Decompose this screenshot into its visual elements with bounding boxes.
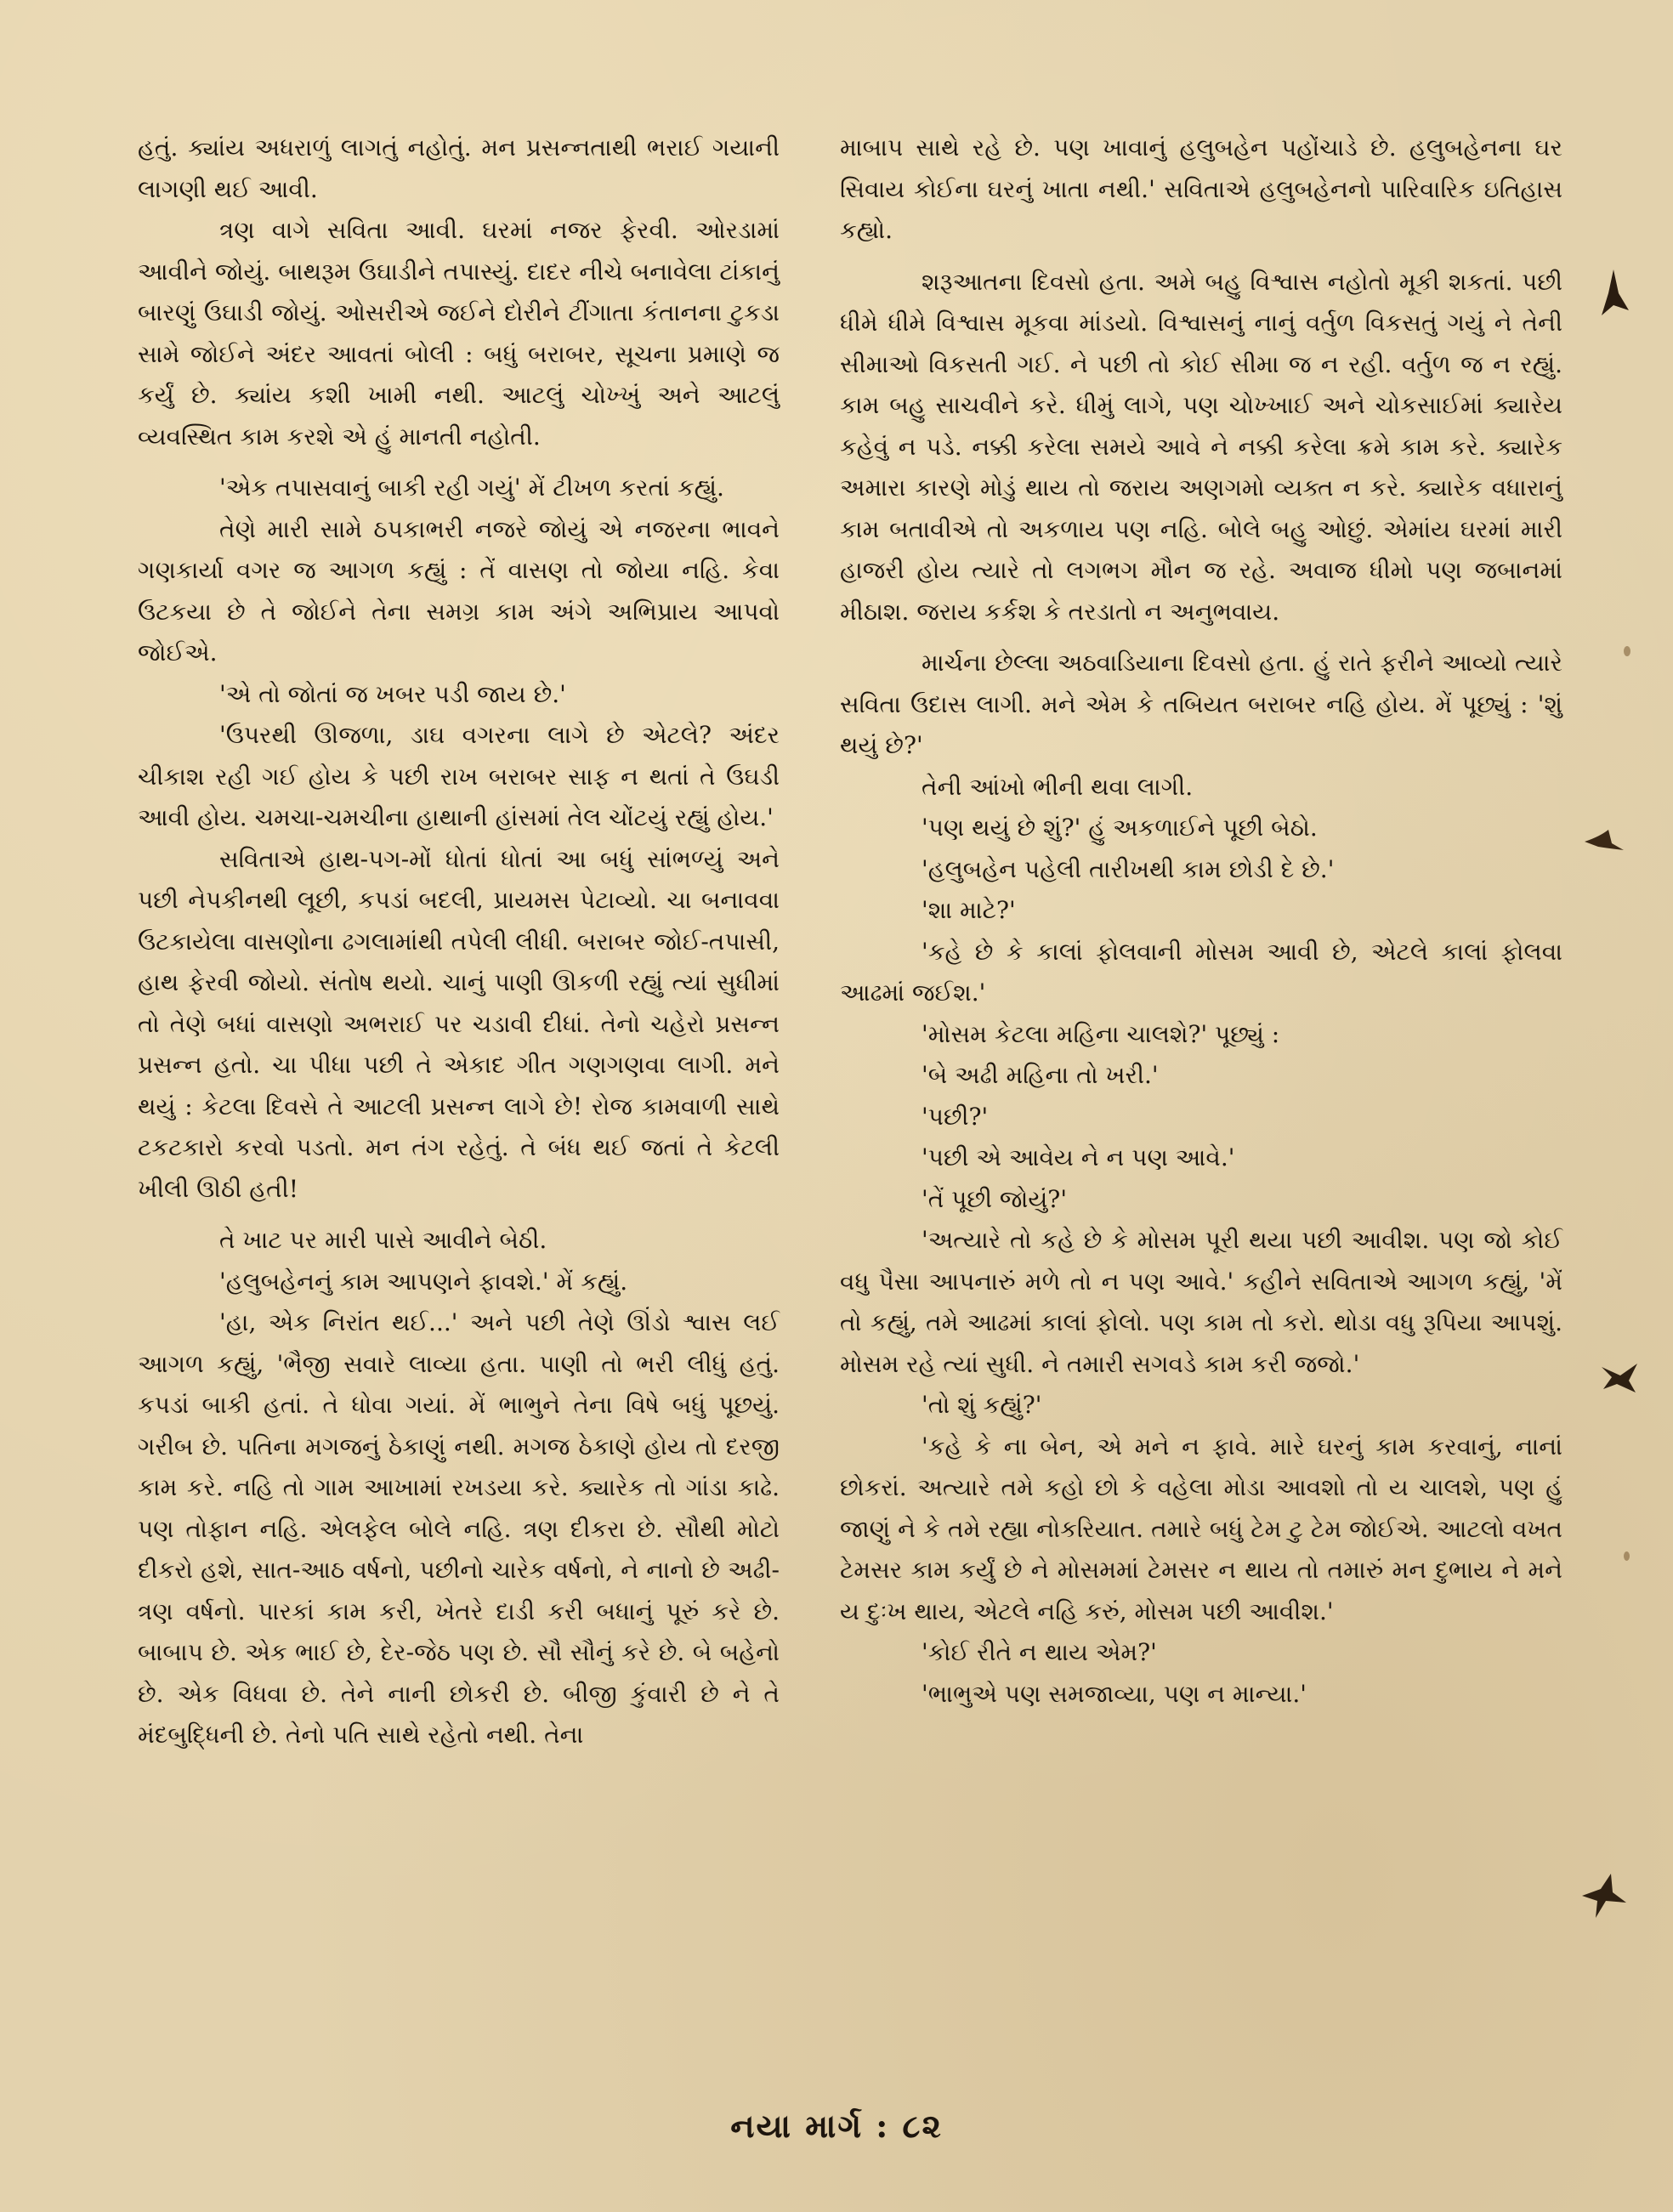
left-text-column (138, 128, 780, 1756)
paragraph: 'ઉપરથી ઊજળા, ડાઘ વગરના લાગે છે એટલે? અંદર ચીકાશ રહી ગઈ હોય કે પછી રાખ બરાબર સાફ ન થતાં તે ઉઘડી આવી હોય. ચમચા-ચમચીના હાથાની હાંસમાં તેલ ચોંટયું રહ્યું હોય.' (138, 721, 780, 831)
paragraph: તે ખાટ પર મારી પાસે આવીને બેઠી. (219, 1226, 547, 1254)
paper-tear-mark (1577, 1870, 1628, 1921)
paper-tear-mark (1583, 825, 1625, 859)
paragraph: માર્ચના છેલ્લા અઠવાડિયાના દિવસો હતા. હું રાતે ફરીને આવ્યો ત્યારે સવિતા ઉદાસ લાગી. મને એમ કે તબિયત બરાબર નહિ હોય. મેં પૂછ્યું : 'શું થયું છે?' (840, 649, 1562, 759)
paragraph: શરૂઆતના દિવસો હતા. અમે બહુ વિશ્વાસ નહોતો મૂકી શકતાં. પછી ધીમે ધીમે વિશ્વાસ મૂકવા માંડયો. વિશ્વાસનું નાનું વર્તુળ વિકસતું ગયું ને તેની સીમાઓ વિકસતી ગઈ. ને પછી તો કોઈ સીમા જ ન રહી. વર્તુળ જ ન રહ્યું. કામ બહુ સાચવીને કરે. ધીમું લાગે, પણ ચોખ્ખાઈ અને ચોકસાઈમાં ક્યારેય કહેવું ન પડે. નક્કી કરેલા સમયે આવે ને નક્કી કરેલા ક્રમે કામ કરે. ક્યારેક અમારા કારણે મોડું થાય તો જરાય અણગમો વ્યક્ત ન કરે. ક્યારેક વધારાનું કામ બતાવીએ તો અકળાય પણ નહિ. બોલે બહુ ઓછું. એમાંય ઘરમાં મારી હાજરી હોય ત્યારે તો લગભગ મૌન જ રહે. અવાજ ધીમો પણ જબાનમાં મીઠાશ. જરાય કર્કશ કે તરડાતો ન અનુભવાય. (840, 267, 1562, 626)
paragraph: તેણે મારી સામે ઠપકાભરી નજરે જોયું એ નજરના ભાવને ગણકાર્યા વગર જ આગળ કહ્યું : તેં વાસણ તો જોયા નહિ. કેવા ઉટકયા છે તે જોઈને તેના સમગ્ર કામ અંગે અભિપ્રાય આપવો જોઈએ. (138, 514, 780, 666)
paragraph: 'હલુબહેનનું કામ આપણને ફાવશે.' મેં કહ્યું. (219, 1267, 628, 1296)
paragraph: 'મોસમ કેટલા મહિના ચાલશે?' પૂછ્યું : (922, 1019, 1280, 1048)
paragraph: સવિતાએ હાથ-પગ-મોં ધોતાં ધોતાં આ બધું સાંભળ્યું અને પછી નેપકીનથી લૂછી, કપડાં બદલી, પ્રાયમસ પેટાવ્યો. ચા બનાવવા ઉટકાયેલા વાસણોના ઢગલામાંથી તપેલી લીધી. બરાબર જોઈ-તપાસી, હાથ ફેરવી જોયો. સંતોષ થયો. ચાનું પાણી ઊકળી રહ્યું ત્યાં સુધીમાં તો તેણે બધાં વાસણો અભરાઈ પર ચડાવી દીધાં. તેનો ચહેરો પ્રસન્ન પ્રસન્ન હતો. ચા પીધા પછી તે એકાદ ગીત ગણગણવા લાગી. મને થયું : કેટલા દિવસે તે આટલી પ્રસન્ન લાગે છે! રોજ કામવાળી સાથે ટકટકારો કરવો પડતો. મન તંગ રહેતું. તે બંધ થઈ જતાં તે કેટલી ખીલી ઊઠી હતી! (138, 844, 780, 1203)
paragraph: 'એક તપાસવાનું બાકી રહી ગયું' મેં ટીખળ કરતાં કહ્યું. (219, 474, 724, 502)
paragraph: 'તો શું કહ્યું?' (922, 1391, 1042, 1419)
paragraph: 'કહે છે કે કાલાં ફોલવાની મોસમ આવી છે, એટલે કાલાં ફોલવા આઢમાં જઈશ.' (840, 937, 1562, 1007)
paragraph: 'કોઈ રીતે ન થાય એમ?' (922, 1638, 1157, 1666)
ink-spot (1624, 646, 1630, 656)
paragraph: 'બે અઢી મહિના તો ખરી.' (922, 1061, 1159, 1089)
paragraph: હતું. ક્યાંય અધરાળું લાગતું નહોતું. મન પ્રસન્નતાથી ભરાઈ ગયાની લાગણી થઈ આવી. (138, 133, 780, 203)
paragraph: 'અત્યારે તો કહે છે કે મોસમ પૂરી થયા પછી આવીશ. પણ જો કોઈ વધુ પૈસા આપનારું મળે તો ન પણ આવે.' કહીને સવિતાએ આગળ કહ્યું, 'મેં તો કહ્યું, તમે આઢમાં કાલાં ફોલો. પણ કામ તો કરો. થોડા વધુ રૂપિયા આપશું. મોસમ રહે ત્યાં સુધી. ને તમારી સગવડે કામ કરી જજો.' (840, 1226, 1562, 1378)
paragraph: 'તેં પૂછી જોયું?' (922, 1184, 1068, 1213)
page-footer: નયા માર્ગ : ૮૨ (730, 2107, 943, 2145)
paragraph: ત્રણ વાગે સવિતા આવી. ઘરમાં નજર ફેરવી. ઓરડામાં આવીને જોયું. બાથરૂમ ઉઘાડીને તપાસ્યું. દાદર નીચે બનાવેલા ટાંકાનું બારણું ઉઘાડી જોયું. ઓસરીએ જઈને દોરીને ટીંગાતા કંતાનના ટુકડા સામે જોઈને અંદર આવતાં બોલી : બધું બરાબર, સૂચના પ્રમાણે જ કર્યું છે. ક્યાંય કશી ખામી નથી. આટલું ચોખ્ખું અને આટલું વ્યવસ્થિત કામ કરશે એ હું માનતી નહોતી. (138, 216, 780, 451)
paragraph: 'પછી એ આવેય ને ન પણ આવે.' (922, 1143, 1235, 1171)
paragraph: 'હા, એક નિરાંત થઈ...' અને પછી તેણે ઊંડો શ્વાસ લઈ આગળ કહ્યું, 'ભૈજી સવારે લાવ્યા હતા. પાણી તો ભરી લીધું હતું. કપડાં બાકી હતાં. તે ધોવા ગયાં. મેં ભાભુને તેના વિષે બધું પૂછયું. ગરીબ છે. પતિના મગજનું ઠેકાણું નથી. મગજ ઠેકાણે હોય તો દરજી કામ કરે. નહિ તો ગામ આખામાં રખડયા કરે. ક્યારેક તો ગાંડા કાઢે. પણ તોફાન નહિ. એલફેલ બોલે નહિ. ત્રણ દીકરા છે. સૌથી મોટો દીકરો હશે, સાત-આઠ વર્ષનો, પછીનો ચારેક વર્ષનો, ને નાનો છે અઢી-ત્રણ વર્ષનો. પારકાં કામ કરી, ખેતરે દાડી કરી બધાનું પૂરું કરે છે. બાબાપ છે. એક ભાઈ છે, દેર-જેઠ પણ છે. સૌ સૌનું કરે છે. બે બહેનો છે. એક વિધવા છે. તેને નાની છોકરી છે. બીજી કુંવારી છે ને તે મંદબુદ્ધિની છે. તેનો પતિ સાથે રહેતો નથી. તેના (138, 1308, 780, 1749)
paper-tear-mark (1598, 1360, 1641, 1394)
paragraph: 'પછી?' (922, 1102, 989, 1131)
paragraph: માબાપ સાથે રહે છે. પણ ખાવાનું હલુબહેન પહોંચાડે છે. હલુબહેનના ઘર સિવાય કોઈના ઘરનું ખાતા નથી.' સવિતાએ હલુબહેનનો પારિવારિક ઇતિહાસ કહ્યો. (840, 133, 1562, 244)
right-text-column (840, 128, 1562, 1715)
paper-tear-mark (1596, 268, 1630, 319)
paragraph: 'કહે કે ના બેન, એ મને ન ફાવે. મારે ઘરનું કામ કરવાનું, નાનાં છોકરાં. અત્યારે તમે કહો છો કે વહેલા મોડા આવશો તો ય ચાલશે, પણ હું જાણું ને કે તમે રહ્યા નોકરિયાત. તમારે બધું ટેમ ટુ ટેમ જોઈએ. આટલો વખત ટેમસર કામ કર્યું છે ને મોસમમાં ટેમસર ન થાય તો તમારું મન દુભાય ને મને ય દુઃખ થાય, એટલે નહિ કરું, મોસમ પછી આવીશ.' (840, 1432, 1562, 1625)
paragraph: 'શા માટે?' (922, 896, 1016, 924)
paragraph: 'હલુબહેન પહેલી તારીખથી કામ છોડી દે છે.' (922, 854, 1335, 883)
paragraph: 'પણ થયું છે શું?' હું અકળાઈને પૂછી બેઠો. (922, 814, 1318, 842)
paragraph: 'એ તો જોતાં જ ખબર પડી જાય છે.' (219, 679, 566, 708)
paragraph: 'ભાભુએ પણ સમજાવ્યા, પણ ન માન્યા.' (922, 1679, 1307, 1708)
ink-spot (1624, 1551, 1630, 1561)
paragraph: તેની આંખો ભીની થવા લાગી. (922, 772, 1194, 801)
